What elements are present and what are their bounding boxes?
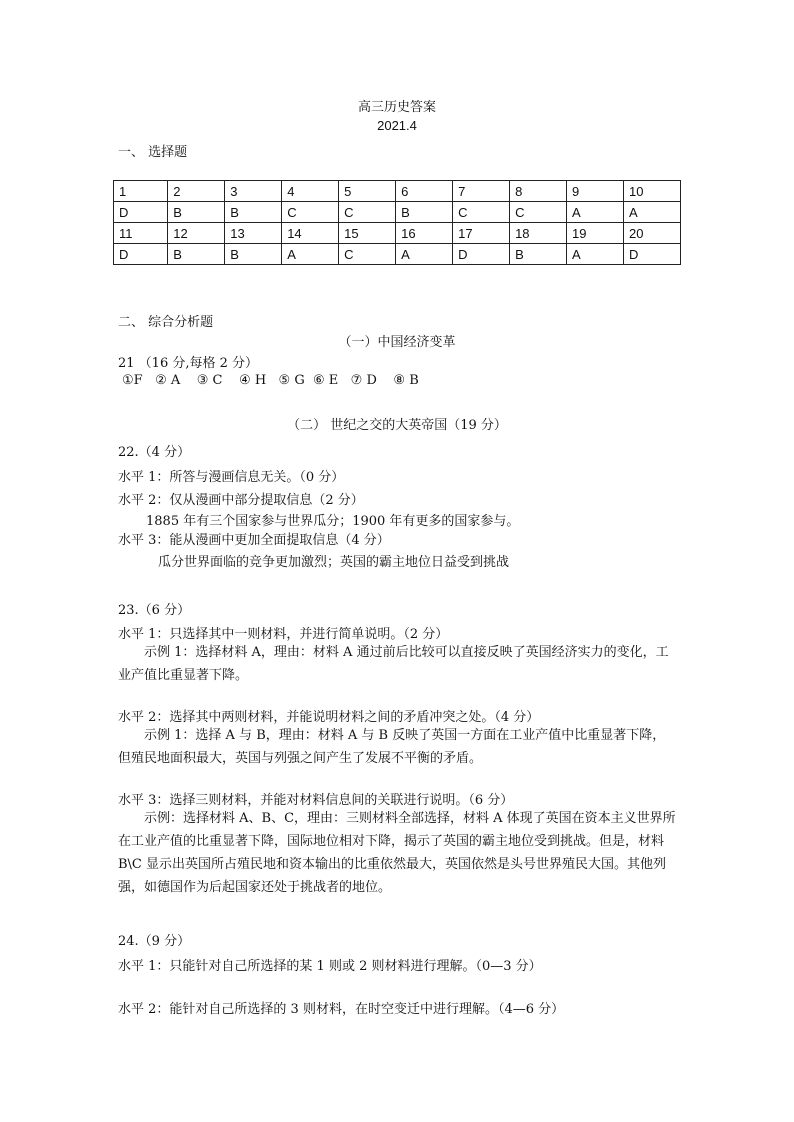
- answer-table-cell: 7: [453, 181, 510, 202]
- answer-table-cell: C: [510, 202, 567, 223]
- answer-table-cell: D: [624, 244, 681, 265]
- answer-table-cell: B: [168, 202, 225, 223]
- answer-table-cell: 12: [168, 223, 225, 244]
- section2-title: （二） 世纪之交的大英帝国（19 分）: [287, 418, 507, 433]
- q23-level1: 水平 1：只选择其中一则材料，并进行简单说明。（2 分）: [118, 627, 449, 642]
- answer-table-cell: B: [168, 244, 225, 265]
- q22-level3: 水平 3：能从漫画中更加全面提取信息（4 分）: [118, 533, 390, 548]
- answer-table-cell: 5: [339, 181, 396, 202]
- section1-title: （一）中国经济变革: [338, 335, 456, 350]
- q21-answers: ①F ② A ③ C ④ H ⑤ G ⑥ E ⑦ D ⑧ B: [122, 373, 419, 388]
- answer-table-cell: 18: [510, 223, 567, 244]
- q23-level2: 水平 2：选择其中两则材料，并能说明材料之间的矛盾冲突之处。（4 分）: [118, 710, 540, 725]
- q23-heading: 23.（6 分）: [118, 603, 191, 618]
- answer-table-cell: 2: [168, 181, 225, 202]
- answer-table-cell: 11: [114, 223, 168, 244]
- answer-table-cell: B: [510, 244, 567, 265]
- answer-table-cell: A: [396, 244, 453, 265]
- answer-table-cell: 19: [567, 223, 624, 244]
- answer-table-cell: A: [282, 244, 339, 265]
- answer-table-cell: C: [339, 202, 396, 223]
- answer-table-cell: 20: [624, 223, 681, 244]
- part2-heading: 二、 综合分析题: [118, 315, 214, 330]
- page-date: 2021.4: [377, 118, 417, 133]
- answer-table-cell: B: [225, 244, 282, 265]
- answer-table-cell: 14: [282, 223, 339, 244]
- answer-table-row: [114, 223, 681, 244]
- answer-table: [113, 180, 681, 265]
- q23-level2-example: 示例 1：选择 A 与 B，理由：材料 A 与 B 反映了英国一方面在工业产值中比重显著下降，但殖民地面积最大，英国与列强之间产生了发展不平衡的矛盾。: [118, 728, 666, 766]
- answer-table-cell: 3: [225, 181, 282, 202]
- answer-table-cell: 10: [624, 181, 681, 202]
- q22-level1: 水平 1：所答与漫画信息无关。（0 分）: [118, 470, 345, 485]
- answer-table-cell: A: [567, 202, 624, 223]
- answer-table-row: [114, 181, 681, 202]
- answer-table-cell: 16: [396, 223, 453, 244]
- answer-table-cell: 17: [453, 223, 510, 244]
- answer-table-cell: B: [396, 202, 453, 223]
- q23-level3-example: 示例：选择材料 A、B、C，理由：三则材料全部选择，材料 A 体现了英国在资本主义世界所在工业产值的比重显著下降，国际地位相对下降，揭示了英国的霸主地位受到挑战。但是，材料 B\C 显示出英国所占殖民地和资本输出的比重依然最大，英国依然是头号世界殖民大国。其他列强，如德国作为后起国家还处于挑战者的地位。: [118, 811, 676, 895]
- answer-table-cell: A: [624, 202, 681, 223]
- answer-table-cell: 6: [396, 181, 453, 202]
- answer-table-cell: C: [282, 202, 339, 223]
- q23-level1-example: 示例 1：选择材料 A，理由：材料 A 通过前后比较可以直接反映了英国经济实力的变化，工业产值比重显著下降。: [118, 645, 669, 683]
- answer-table-cell: B: [225, 202, 282, 223]
- q24-level2: 水平 2：能针对自己所选择的 3 则材料，在时空变迁中进行理解。（4—6 分）: [118, 1002, 565, 1017]
- answer-table-cell: C: [339, 244, 396, 265]
- page-title: 高三历史答案: [357, 100, 436, 115]
- answer-table-row: [114, 244, 681, 265]
- q24-level1: 水平 1：只能针对自己所选择的某 1 则或 2 则材料进行理解。（0—3 分）: [118, 959, 542, 974]
- part1-heading: 一、 选择题: [118, 145, 188, 160]
- q22-level2-example: 1885 年有三个国家参与世界瓜分；1900 年有更多的国家参与。: [146, 514, 520, 529]
- answer-table-cell: 13: [225, 223, 282, 244]
- answer-table-cell: 9: [567, 181, 624, 202]
- q21-heading: 21 （16 分,每格 2 分）: [118, 356, 259, 371]
- answer-table-cell: D: [453, 244, 510, 265]
- answer-table-cell: D: [114, 202, 168, 223]
- q22-level3-example: 瓜分世界面临的竞争更加激烈；英国的霸主地位日益受到挑战: [158, 555, 510, 570]
- answer-table-cell: A: [567, 244, 624, 265]
- answer-table-cell: 8: [510, 181, 567, 202]
- answer-table-cell: C: [453, 202, 510, 223]
- q22-level2: 水平 2：仅从漫画中部分提取信息（2 分）: [118, 493, 364, 508]
- answer-table-cell: D: [114, 244, 168, 265]
- answer-table-cell: 15: [339, 223, 396, 244]
- answer-table-row: [114, 202, 681, 223]
- q22-heading: 22.（4 分）: [118, 445, 191, 460]
- q23-level3: 水平 3：选择三则材料，并能对材料信息间的关联进行说明。（6 分）: [118, 793, 514, 808]
- q24-heading: 24.（9 分）: [118, 934, 191, 949]
- answer-table-cell: 4: [282, 181, 339, 202]
- answer-table-cell: 1: [114, 181, 168, 202]
